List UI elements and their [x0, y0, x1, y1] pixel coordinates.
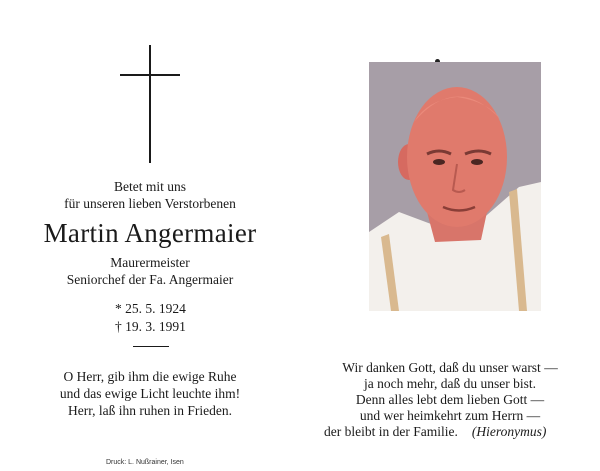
intro-line: für unseren lieben Verstorbenen — [64, 196, 236, 211]
portrait-illustration — [369, 62, 541, 311]
company-role: Seniorchef der Fa. Angermaier — [66, 272, 234, 287]
prayer-text — [0, 368, 300, 419]
quote-line: Denn alles lebt dem lieben Gott — — [355, 392, 545, 407]
prayer-line: Herr, laß ihn ruhen in Frieden. — [67, 403, 233, 418]
prayer-line: O Herr, gib ihm die ewige Ruhe — [63, 369, 237, 384]
deceased-role — [0, 254, 300, 288]
quote-attribution: (Hieronymus) — [471, 424, 547, 439]
cross-icon — [120, 45, 180, 163]
quote-line: ja noch mehr, daß du unser bist. — [364, 376, 536, 391]
birth-date: * 25. 5. 1924 — [115, 301, 186, 316]
divider-line — [133, 346, 169, 347]
intro-text — [0, 178, 300, 212]
intro-line: Betet mit uns — [114, 179, 186, 194]
quote-last-line — [320, 424, 580, 440]
quote-line: und wer heimkehrt zum Herrn — — [359, 408, 541, 423]
prayer-line: und das ewige Licht leuchte ihm! — [59, 386, 241, 401]
quote-text — [320, 360, 580, 440]
quote-line: Wir danken Gott, daß du unser warst — — [342, 360, 558, 375]
deceased-name: Martin Angermaier — [43, 218, 257, 248]
printer-credit: Druck: L. Nußrainer, Isen — [106, 459, 184, 466]
portrait-photo — [369, 62, 541, 311]
quote-line: der bleibt in der Familie. — [324, 424, 458, 439]
life-dates — [115, 300, 186, 336]
death-date: † 19. 3. 1991 — [115, 319, 186, 334]
occupation: Maurermeister — [110, 255, 190, 270]
